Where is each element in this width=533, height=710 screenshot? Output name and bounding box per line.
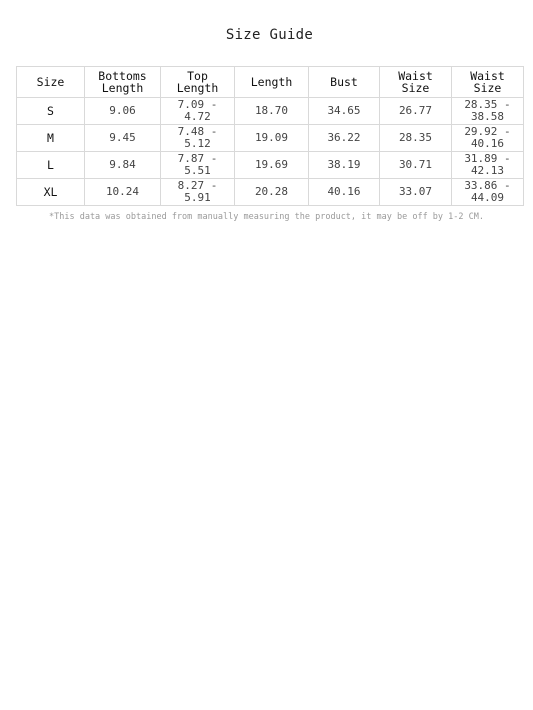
header-waist-size: Waist Size <box>380 67 452 98</box>
table-row <box>17 179 524 206</box>
bottoms-length-cell: 9.84 <box>85 152 161 179</box>
top-length-cell: 7.48 - 5.12 <box>161 125 235 152</box>
header-bottoms-length: Bottoms Length <box>85 67 161 98</box>
top-length-cell: 8.27 - 5.91 <box>161 179 235 206</box>
header-length: Length <box>235 67 309 98</box>
header-top-length: Top Length <box>161 67 235 98</box>
bust-cell: 34.65 <box>309 98 380 125</box>
waist-size-cell: 33.07 <box>380 179 452 206</box>
bottoms-length-cell: 9.45 <box>85 125 161 152</box>
header-bust: Bust <box>309 67 380 98</box>
waist-size-cell: 28.35 <box>380 125 452 152</box>
waist-size-range-cell: 33.86 - 44.09 <box>452 179 524 206</box>
table-row <box>17 125 524 152</box>
size-cell: M <box>17 125 85 152</box>
table-row <box>17 152 524 179</box>
bust-cell: 36.22 <box>309 125 380 152</box>
table-row <box>17 98 524 125</box>
length-cell: 20.28 <box>235 179 309 206</box>
size-guide-table <box>16 66 524 206</box>
bottoms-length-cell: 9.06 <box>85 98 161 125</box>
header-waist-size-range: Waist Size <box>452 67 524 98</box>
size-cell: S <box>17 98 85 125</box>
top-length-cell: 7.09 - 4.72 <box>161 98 235 125</box>
waist-size-range-cell: 28.35 - 38.58 <box>452 98 524 125</box>
size-cell: L <box>17 152 85 179</box>
bust-cell: 40.16 <box>309 179 380 206</box>
length-cell: 19.69 <box>235 152 309 179</box>
top-length-cell: 7.87 - 5.51 <box>161 152 235 179</box>
waist-size-cell: 30.71 <box>380 152 452 179</box>
measurement-disclaimer: *This data was obtained from manually measuring the product, it may be off by 1-2 CM. <box>49 212 484 222</box>
header-size: Size <box>17 67 85 98</box>
length-cell: 18.70 <box>235 98 309 125</box>
waist-size-range-cell: 29.92 - 40.16 <box>452 125 524 152</box>
size-cell: XL <box>17 179 85 206</box>
bottoms-length-cell: 10.24 <box>85 179 161 206</box>
table-header-row <box>17 67 524 98</box>
length-cell: 19.09 <box>235 125 309 152</box>
bust-cell: 38.19 <box>309 152 380 179</box>
waist-size-range-cell: 31.89 - 42.13 <box>452 152 524 179</box>
waist-size-cell: 26.77 <box>380 98 452 125</box>
size-guide-title: Size Guide <box>225 27 314 43</box>
